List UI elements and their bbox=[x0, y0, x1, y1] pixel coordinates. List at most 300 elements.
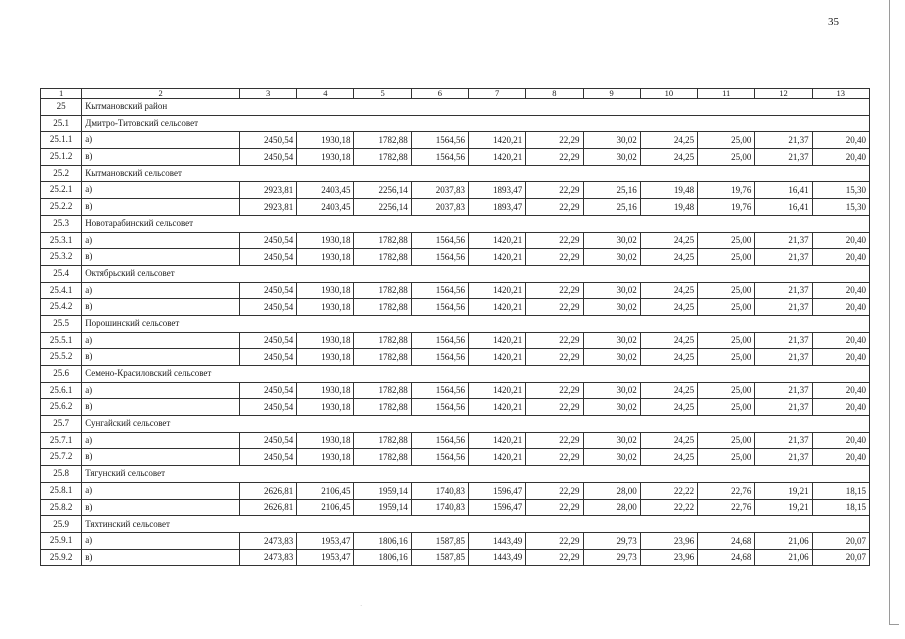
value-cell-col-3: 2450,54 bbox=[239, 449, 296, 466]
row-label: в) bbox=[82, 549, 240, 566]
value-cell-col-4: 1930,18 bbox=[297, 449, 354, 466]
section-code: 25.6 bbox=[41, 366, 82, 383]
value-cell-col-9: 30,02 bbox=[583, 132, 640, 149]
value-cell-col-10: 24,25 bbox=[640, 149, 697, 166]
value-cell-col-6: 1564,56 bbox=[411, 232, 468, 249]
value-cell-col-8: 22,29 bbox=[526, 432, 583, 449]
value-cell-col-6: 1564,56 bbox=[411, 282, 468, 299]
section-title: Кытмановский сельсовет bbox=[82, 165, 870, 182]
value-cell-col-6: 1564,56 bbox=[411, 249, 468, 266]
row-label: а) bbox=[82, 232, 240, 249]
row-label: в) bbox=[82, 249, 240, 266]
value-cell-col-5: 1782,88 bbox=[354, 399, 411, 416]
value-cell-col-9: 30,02 bbox=[583, 432, 640, 449]
value-cell-col-12: 21,37 bbox=[755, 132, 812, 149]
value-cell-col-9: 30,02 bbox=[583, 449, 640, 466]
value-cell-col-9: 30,02 bbox=[583, 149, 640, 166]
row-label: в) bbox=[82, 349, 240, 366]
value-cell-col-5: 1782,88 bbox=[354, 132, 411, 149]
value-cell-col-13: 18,15 bbox=[812, 482, 869, 499]
value-cell-col-12: 21,37 bbox=[755, 382, 812, 399]
table-row bbox=[41, 499, 870, 516]
table-row bbox=[41, 482, 870, 499]
value-cell-col-7: 1893,47 bbox=[469, 182, 526, 199]
section-row bbox=[41, 416, 870, 433]
value-cell-col-5: 1782,88 bbox=[354, 449, 411, 466]
section-title: Тягунский сельсовет bbox=[82, 466, 870, 483]
row-code: 25.6.2 bbox=[41, 399, 82, 416]
value-cell-col-4: 1930,18 bbox=[297, 382, 354, 399]
value-cell-col-8: 22,29 bbox=[526, 549, 583, 566]
value-cell-col-8: 22,29 bbox=[526, 282, 583, 299]
value-cell-col-13: 15,30 bbox=[812, 199, 869, 216]
value-cell-col-11: 24,68 bbox=[698, 549, 755, 566]
value-cell-col-12: 21,37 bbox=[755, 349, 812, 366]
value-cell-col-13: 15,30 bbox=[812, 182, 869, 199]
section-title: Тяхтинский сельсовет bbox=[82, 516, 870, 533]
value-cell-col-4: 1953,47 bbox=[297, 549, 354, 566]
section-row bbox=[41, 366, 870, 383]
value-cell-col-7: 1596,47 bbox=[469, 482, 526, 499]
column-header-10: 10 bbox=[640, 89, 697, 99]
section-code: 25.7 bbox=[41, 416, 82, 433]
column-header-7: 7 bbox=[469, 89, 526, 99]
value-cell-col-11: 25,00 bbox=[698, 149, 755, 166]
row-label: в) bbox=[82, 299, 240, 316]
table-body bbox=[41, 89, 870, 566]
page-number: 35 bbox=[828, 16, 839, 28]
value-cell-col-3: 2923,81 bbox=[239, 199, 296, 216]
value-cell-col-3: 2450,54 bbox=[239, 149, 296, 166]
section-code: 25.4 bbox=[41, 265, 82, 282]
section-row bbox=[41, 215, 870, 232]
value-cell-col-10: 24,25 bbox=[640, 332, 697, 349]
value-cell-col-12: 19,21 bbox=[755, 482, 812, 499]
table-row bbox=[41, 199, 870, 216]
table-row bbox=[41, 532, 870, 549]
value-cell-col-5: 1782,88 bbox=[354, 282, 411, 299]
value-cell-col-4: 1930,18 bbox=[297, 299, 354, 316]
value-cell-col-13: 20,40 bbox=[812, 449, 869, 466]
row-code: 25.2.1 bbox=[41, 182, 82, 199]
value-cell-col-7: 1420,21 bbox=[469, 432, 526, 449]
value-cell-col-5: 1782,88 bbox=[354, 249, 411, 266]
row-label: а) bbox=[82, 432, 240, 449]
table-row bbox=[41, 382, 870, 399]
value-cell-col-4: 2106,45 bbox=[297, 499, 354, 516]
value-cell-col-7: 1443,49 bbox=[469, 532, 526, 549]
value-cell-col-8: 22,29 bbox=[526, 249, 583, 266]
value-cell-col-10: 24,25 bbox=[640, 349, 697, 366]
value-cell-col-5: 1782,88 bbox=[354, 349, 411, 366]
value-cell-col-13: 20,40 bbox=[812, 399, 869, 416]
value-cell-col-9: 30,02 bbox=[583, 232, 640, 249]
section-row bbox=[41, 115, 870, 132]
value-cell-col-10: 22,22 bbox=[640, 499, 697, 516]
value-cell-col-8: 22,29 bbox=[526, 532, 583, 549]
value-cell-col-7: 1420,21 bbox=[469, 332, 526, 349]
table-row bbox=[41, 349, 870, 366]
value-cell-col-6: 1740,83 bbox=[411, 482, 468, 499]
value-cell-col-5: 1959,14 bbox=[354, 499, 411, 516]
value-cell-col-12: 21,06 bbox=[755, 532, 812, 549]
section-row bbox=[41, 265, 870, 282]
value-cell-col-6: 1740,83 bbox=[411, 499, 468, 516]
value-cell-col-11: 25,00 bbox=[698, 382, 755, 399]
row-label: а) bbox=[82, 482, 240, 499]
value-cell-col-3: 2626,81 bbox=[239, 482, 296, 499]
value-cell-col-4: 1930,18 bbox=[297, 149, 354, 166]
value-cell-col-11: 25,00 bbox=[698, 399, 755, 416]
value-cell-col-8: 22,29 bbox=[526, 199, 583, 216]
value-cell-col-10: 19,48 bbox=[640, 182, 697, 199]
value-cell-col-13: 20,40 bbox=[812, 382, 869, 399]
section-code: 25.9 bbox=[41, 516, 82, 533]
value-cell-col-13: 20,40 bbox=[812, 299, 869, 316]
value-cell-col-10: 24,25 bbox=[640, 299, 697, 316]
value-cell-col-4: 1930,18 bbox=[297, 132, 354, 149]
value-cell-col-6: 1564,56 bbox=[411, 299, 468, 316]
section-code: 25.3 bbox=[41, 215, 82, 232]
value-cell-col-10: 19,48 bbox=[640, 199, 697, 216]
value-cell-col-10: 24,25 bbox=[640, 282, 697, 299]
section-row bbox=[41, 99, 870, 116]
section-row bbox=[41, 315, 870, 332]
value-cell-col-3: 2450,54 bbox=[239, 299, 296, 316]
value-cell-col-12: 19,21 bbox=[755, 499, 812, 516]
row-label: а) bbox=[82, 132, 240, 149]
value-cell-col-6: 1564,56 bbox=[411, 132, 468, 149]
value-cell-col-7: 1420,21 bbox=[469, 449, 526, 466]
tariff-table bbox=[40, 88, 870, 566]
row-label: а) bbox=[82, 282, 240, 299]
table-row bbox=[41, 182, 870, 199]
table-header-row bbox=[41, 89, 870, 99]
value-cell-col-3: 2450,54 bbox=[239, 282, 296, 299]
value-cell-col-5: 1782,88 bbox=[354, 299, 411, 316]
column-header-2: 2 bbox=[82, 89, 240, 99]
row-code: 25.8.1 bbox=[41, 482, 82, 499]
value-cell-col-3: 2450,54 bbox=[239, 332, 296, 349]
value-cell-col-6: 1587,85 bbox=[411, 532, 468, 549]
page-edge-line bbox=[889, 0, 890, 625]
row-label: в) bbox=[82, 499, 240, 516]
value-cell-col-7: 1596,47 bbox=[469, 499, 526, 516]
row-code: 25.4.1 bbox=[41, 282, 82, 299]
value-cell-col-9: 30,02 bbox=[583, 299, 640, 316]
section-row bbox=[41, 165, 870, 182]
row-code: 25.9.2 bbox=[41, 549, 82, 566]
column-header-12: 12 bbox=[755, 89, 812, 99]
value-cell-col-13: 20,40 bbox=[812, 232, 869, 249]
value-cell-col-12: 16,41 bbox=[755, 182, 812, 199]
value-cell-col-7: 1420,21 bbox=[469, 232, 526, 249]
value-cell-col-12: 21,06 bbox=[755, 549, 812, 566]
value-cell-col-10: 23,96 bbox=[640, 532, 697, 549]
page-edge-foot bbox=[889, 624, 899, 625]
table-row bbox=[41, 132, 870, 149]
row-code: 25.9.1 bbox=[41, 532, 82, 549]
column-header-3: 3 bbox=[239, 89, 296, 99]
value-cell-col-4: 1930,18 bbox=[297, 432, 354, 449]
value-cell-col-9: 30,02 bbox=[583, 249, 640, 266]
row-code: 25.6.1 bbox=[41, 382, 82, 399]
value-cell-col-13: 20,40 bbox=[812, 349, 869, 366]
value-cell-col-6: 1564,56 bbox=[411, 382, 468, 399]
row-label: а) bbox=[82, 532, 240, 549]
table-row bbox=[41, 249, 870, 266]
value-cell-col-10: 24,25 bbox=[640, 249, 697, 266]
value-cell-col-10: 24,25 bbox=[640, 382, 697, 399]
section-code: 25.8 bbox=[41, 466, 82, 483]
value-cell-col-12: 21,37 bbox=[755, 449, 812, 466]
table-row bbox=[41, 149, 870, 166]
section-title: Октябрьский сельсовет bbox=[82, 265, 870, 282]
value-cell-col-5: 1782,88 bbox=[354, 149, 411, 166]
value-cell-col-4: 2106,45 bbox=[297, 482, 354, 499]
section-row bbox=[41, 516, 870, 533]
section-code: 25.5 bbox=[41, 315, 82, 332]
section-code: 25 bbox=[41, 99, 82, 116]
value-cell-col-4: 1930,18 bbox=[297, 282, 354, 299]
value-cell-col-5: 1959,14 bbox=[354, 482, 411, 499]
value-cell-col-6: 1564,56 bbox=[411, 449, 468, 466]
scan-speck: · bbox=[360, 602, 363, 610]
value-cell-col-13: 20,40 bbox=[812, 249, 869, 266]
value-cell-col-5: 1782,88 bbox=[354, 382, 411, 399]
row-label: в) bbox=[82, 199, 240, 216]
column-header-9: 9 bbox=[583, 89, 640, 99]
value-cell-col-11: 25,00 bbox=[698, 449, 755, 466]
value-cell-col-8: 22,29 bbox=[526, 349, 583, 366]
value-cell-col-11: 25,00 bbox=[698, 232, 755, 249]
value-cell-col-12: 21,37 bbox=[755, 149, 812, 166]
value-cell-col-11: 22,76 bbox=[698, 499, 755, 516]
value-cell-col-3: 2450,54 bbox=[239, 132, 296, 149]
value-cell-col-10: 24,25 bbox=[640, 399, 697, 416]
value-cell-col-11: 25,00 bbox=[698, 299, 755, 316]
value-cell-col-9: 25,16 bbox=[583, 182, 640, 199]
section-title: Семено-Красиловский сельсовет bbox=[82, 366, 870, 383]
value-cell-col-7: 1420,21 bbox=[469, 282, 526, 299]
value-cell-col-9: 30,02 bbox=[583, 332, 640, 349]
value-cell-col-10: 24,25 bbox=[640, 449, 697, 466]
table-row bbox=[41, 232, 870, 249]
value-cell-col-12: 21,37 bbox=[755, 232, 812, 249]
value-cell-col-12: 21,37 bbox=[755, 332, 812, 349]
value-cell-col-13: 20,40 bbox=[812, 432, 869, 449]
value-cell-col-13: 20,40 bbox=[812, 282, 869, 299]
value-cell-col-5: 2256,14 bbox=[354, 199, 411, 216]
section-code: 25.1 bbox=[41, 115, 82, 132]
value-cell-col-5: 1806,16 bbox=[354, 549, 411, 566]
value-cell-col-4: 1953,47 bbox=[297, 532, 354, 549]
value-cell-col-12: 21,37 bbox=[755, 399, 812, 416]
value-cell-col-10: 24,25 bbox=[640, 432, 697, 449]
value-cell-col-7: 1420,21 bbox=[469, 299, 526, 316]
row-code: 25.5.1 bbox=[41, 332, 82, 349]
value-cell-col-4: 2403,45 bbox=[297, 199, 354, 216]
value-cell-col-8: 22,29 bbox=[526, 232, 583, 249]
value-cell-col-5: 2256,14 bbox=[354, 182, 411, 199]
value-cell-col-13: 20,07 bbox=[812, 532, 869, 549]
value-cell-col-6: 1564,56 bbox=[411, 332, 468, 349]
value-cell-col-11: 25,00 bbox=[698, 349, 755, 366]
value-cell-col-11: 25,00 bbox=[698, 282, 755, 299]
value-cell-col-3: 2450,54 bbox=[239, 232, 296, 249]
column-header-13: 13 bbox=[812, 89, 869, 99]
value-cell-col-3: 2626,81 bbox=[239, 499, 296, 516]
column-header-8: 8 bbox=[526, 89, 583, 99]
value-cell-col-7: 1420,21 bbox=[469, 132, 526, 149]
value-cell-col-13: 20,07 bbox=[812, 549, 869, 566]
value-cell-col-9: 28,00 bbox=[583, 499, 640, 516]
value-cell-col-13: 18,15 bbox=[812, 499, 869, 516]
value-cell-col-3: 2450,54 bbox=[239, 432, 296, 449]
value-cell-col-11: 19,76 bbox=[698, 199, 755, 216]
value-cell-col-9: 29,73 bbox=[583, 549, 640, 566]
row-code: 25.2.2 bbox=[41, 199, 82, 216]
value-cell-col-9: 28,00 bbox=[583, 482, 640, 499]
value-cell-col-10: 24,25 bbox=[640, 132, 697, 149]
value-cell-col-9: 30,02 bbox=[583, 382, 640, 399]
value-cell-col-12: 21,37 bbox=[755, 282, 812, 299]
value-cell-col-8: 22,29 bbox=[526, 499, 583, 516]
value-cell-col-12: 21,37 bbox=[755, 432, 812, 449]
value-cell-col-7: 1893,47 bbox=[469, 199, 526, 216]
section-title: Новотарабинский сельсовет bbox=[82, 215, 870, 232]
value-cell-col-13: 20,40 bbox=[812, 149, 869, 166]
value-cell-col-3: 2450,54 bbox=[239, 349, 296, 366]
value-cell-col-8: 22,29 bbox=[526, 299, 583, 316]
value-cell-col-10: 22,22 bbox=[640, 482, 697, 499]
value-cell-col-4: 2403,45 bbox=[297, 182, 354, 199]
row-code: 25.7.1 bbox=[41, 432, 82, 449]
row-label: в) bbox=[82, 449, 240, 466]
table-row bbox=[41, 449, 870, 466]
value-cell-col-7: 1420,21 bbox=[469, 399, 526, 416]
value-cell-col-6: 1564,56 bbox=[411, 349, 468, 366]
value-cell-col-6: 2037,83 bbox=[411, 182, 468, 199]
value-cell-col-12: 21,37 bbox=[755, 249, 812, 266]
row-label: а) bbox=[82, 182, 240, 199]
row-code: 25.3.1 bbox=[41, 232, 82, 249]
value-cell-col-9: 25,16 bbox=[583, 199, 640, 216]
value-cell-col-12: 21,37 bbox=[755, 299, 812, 316]
row-code: 25.7.2 bbox=[41, 449, 82, 466]
section-title: Дмитро-Титовский сельсовет bbox=[82, 115, 870, 132]
value-cell-col-9: 30,02 bbox=[583, 282, 640, 299]
value-cell-col-3: 2450,54 bbox=[239, 399, 296, 416]
value-cell-col-6: 1564,56 bbox=[411, 399, 468, 416]
row-code: 25.1.2 bbox=[41, 149, 82, 166]
value-cell-col-11: 24,68 bbox=[698, 532, 755, 549]
section-title: Порошинский сельсовет bbox=[82, 315, 870, 332]
value-cell-col-6: 1587,85 bbox=[411, 549, 468, 566]
row-code: 25.5.2 bbox=[41, 349, 82, 366]
value-cell-col-13: 20,40 bbox=[812, 332, 869, 349]
value-cell-col-5: 1782,88 bbox=[354, 332, 411, 349]
value-cell-col-4: 1930,18 bbox=[297, 232, 354, 249]
value-cell-col-7: 1443,49 bbox=[469, 549, 526, 566]
column-header-6: 6 bbox=[411, 89, 468, 99]
section-row bbox=[41, 466, 870, 483]
value-cell-col-8: 22,29 bbox=[526, 149, 583, 166]
column-header-11: 11 bbox=[698, 89, 755, 99]
value-cell-col-11: 25,00 bbox=[698, 332, 755, 349]
value-cell-col-10: 24,25 bbox=[640, 232, 697, 249]
value-cell-col-12: 16,41 bbox=[755, 199, 812, 216]
section-title: Сунгайский сельсовет bbox=[82, 416, 870, 433]
value-cell-col-11: 25,00 bbox=[698, 249, 755, 266]
section-title: Кытмановский район bbox=[82, 99, 870, 116]
value-cell-col-11: 19,76 bbox=[698, 182, 755, 199]
value-cell-col-5: 1806,16 bbox=[354, 532, 411, 549]
row-label: в) bbox=[82, 149, 240, 166]
row-label: в) bbox=[82, 399, 240, 416]
table-row bbox=[41, 399, 870, 416]
table-row bbox=[41, 432, 870, 449]
value-cell-col-5: 1782,88 bbox=[354, 432, 411, 449]
value-cell-col-6: 2037,83 bbox=[411, 199, 468, 216]
value-cell-col-4: 1930,18 bbox=[297, 349, 354, 366]
value-cell-col-7: 1420,21 bbox=[469, 349, 526, 366]
value-cell-col-8: 22,29 bbox=[526, 449, 583, 466]
value-cell-col-4: 1930,18 bbox=[297, 249, 354, 266]
value-cell-col-8: 22,29 bbox=[526, 399, 583, 416]
value-cell-col-6: 1564,56 bbox=[411, 432, 468, 449]
value-cell-col-7: 1420,21 bbox=[469, 382, 526, 399]
value-cell-col-3: 2473,83 bbox=[239, 549, 296, 566]
table-row bbox=[41, 549, 870, 566]
row-code: 25.3.2 bbox=[41, 249, 82, 266]
value-cell-col-9: 30,02 bbox=[583, 399, 640, 416]
value-cell-col-4: 1930,18 bbox=[297, 332, 354, 349]
row-label: а) bbox=[82, 382, 240, 399]
row-label: а) bbox=[82, 332, 240, 349]
column-header-4: 4 bbox=[297, 89, 354, 99]
value-cell-col-9: 29,73 bbox=[583, 532, 640, 549]
value-cell-col-3: 2450,54 bbox=[239, 249, 296, 266]
value-cell-col-8: 22,29 bbox=[526, 382, 583, 399]
value-cell-col-3: 2450,54 bbox=[239, 382, 296, 399]
row-code: 25.4.2 bbox=[41, 299, 82, 316]
value-cell-col-6: 1564,56 bbox=[411, 149, 468, 166]
value-cell-col-8: 22,29 bbox=[526, 482, 583, 499]
value-cell-col-9: 30,02 bbox=[583, 349, 640, 366]
value-cell-col-4: 1930,18 bbox=[297, 399, 354, 416]
table-row bbox=[41, 282, 870, 299]
value-cell-col-8: 22,29 bbox=[526, 182, 583, 199]
value-cell-col-7: 1420,21 bbox=[469, 249, 526, 266]
section-code: 25.2 bbox=[41, 165, 82, 182]
value-cell-col-3: 2473,83 bbox=[239, 532, 296, 549]
row-code: 25.8.2 bbox=[41, 499, 82, 516]
value-cell-col-11: 22,76 bbox=[698, 482, 755, 499]
value-cell-col-8: 22,29 bbox=[526, 132, 583, 149]
value-cell-col-13: 20,40 bbox=[812, 132, 869, 149]
value-cell-col-8: 22,29 bbox=[526, 332, 583, 349]
table-row bbox=[41, 299, 870, 316]
column-header-1: 1 bbox=[41, 89, 82, 99]
column-header-5: 5 bbox=[354, 89, 411, 99]
value-cell-col-7: 1420,21 bbox=[469, 149, 526, 166]
value-cell-col-11: 25,00 bbox=[698, 132, 755, 149]
row-code: 25.1.1 bbox=[41, 132, 82, 149]
table-row bbox=[41, 332, 870, 349]
value-cell-col-3: 2923,81 bbox=[239, 182, 296, 199]
value-cell-col-11: 25,00 bbox=[698, 432, 755, 449]
